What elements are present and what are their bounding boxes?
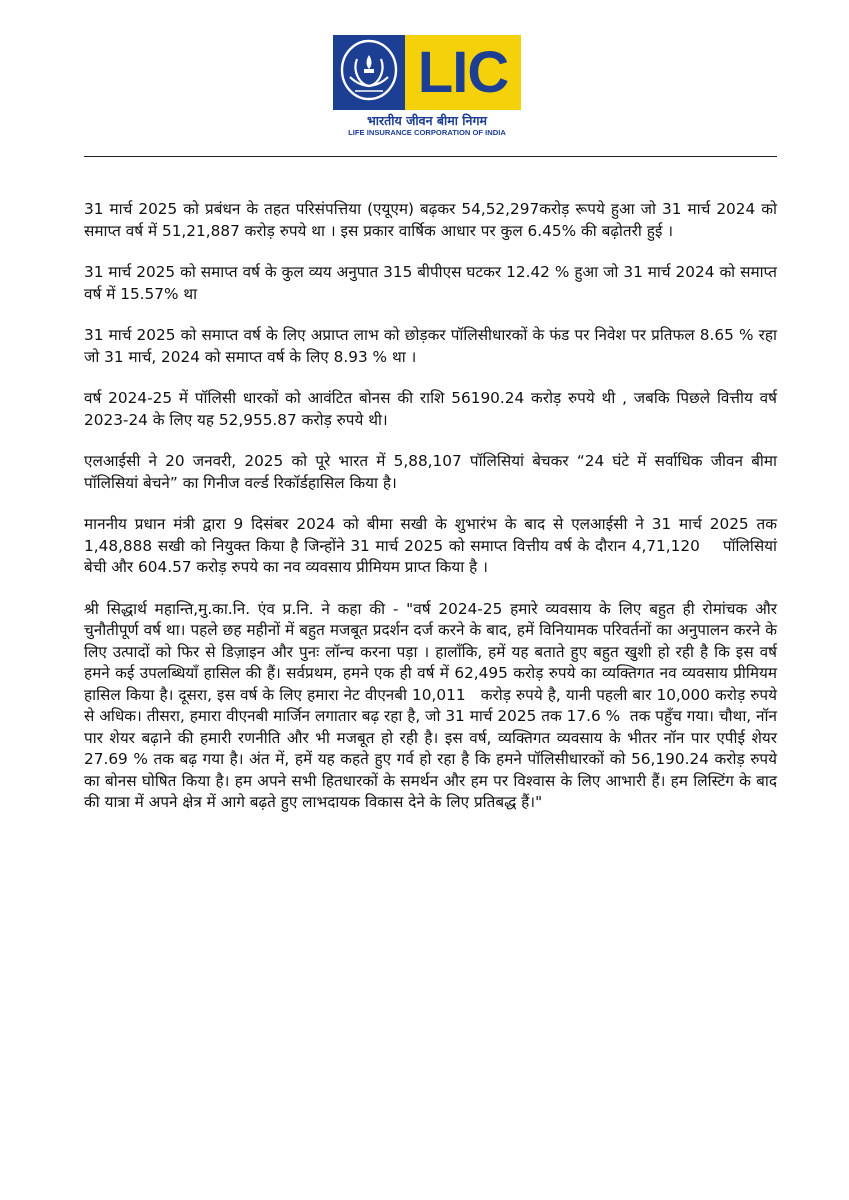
lic-hands-lamp-emblem-icon xyxy=(333,35,405,110)
lic-hindi-name: भारतीय जीवन बीमा निगम xyxy=(367,113,487,128)
header-divider xyxy=(84,156,777,157)
paragraph-bima-sakhi: माननीय प्रधान मंत्री द्वारा 9 दिसंबर 2024 को बीमा सखी के शुभारंभ के बाद से एलआईसी ने 31 मार्च 2025 तक 1,48,888 सखी को नियुक्त किया है जिन्होंने 31 मार्च 2025 को समाप्त वित्तीय वर्ष के दौरान 4,71,120 पॉलिसियां बेची और 604.57 करोड़ रुपये का नव व्यवसाय प्रीमियम प्राप्त किया है । xyxy=(84,515,797,576)
lic-english-name: LIFE INSURANCE CORPORATION OF INDIA xyxy=(348,128,506,137)
paragraph-investment-yield: 31 मार्च 2025 को समाप्त वर्ष के लिए अप्राप्त लाभ को छोड़कर पॉलिसीधारकों के फंड पर निवेश पर प्रतिफल 8.65 % रहा जो 31 मार्च, 2024 को समाप्त वर्ष के लिए 8.93 % था । xyxy=(84,326,782,366)
press-release-body xyxy=(84,199,797,834)
paragraph-guinness-record: एलआईसी ने 20 जनवरी, 2025 को पूरे भारत में 5,88,107 पॉलिसियां बेचकर “24 घंटे में सर्वाधिक जीवन बीमा पॉलिसियां बेचने” का गिनीज वर्ल्ड रिकॉर्डहासिल किया है। xyxy=(84,452,782,492)
paragraph-ceo-quote: श्री सिद्धार्थ महान्ति,मु.का.नि. एंव प्र.नि. ने कहा की - "वर्ष 2024-25 हमारे व्यवसाय के लिए बहुत ही रोमांचक और चुनौतीपूर्ण वर्ष था। पहले छह महीनों में बहुत मजबूत प्रदर्शन दर्ज करने के बाद, हमें विनियामक परिवर्तनों का अनुपालन करने के लिए उत्पादों को फिर से डिज़ाइन और पुनः लॉन्च करना पड़ा । हालाँकि, हमें यह बताते हुए बहुत खुशी हो रही है कि इस वर्ष हमने कई उपलब्धियाँ हासिल की हैं। सर्वप्रथम, हमने एक ही वर्ष में 62,495 करोड़ रुपये का व्यक्तिगत नव व्यवसाय प्रीमियम हासिल किया है। दूसरा, इस वर्ष के लिए हमारा नेट वीएनबी 10,011 करोड़ रुपये है, यानी पहली बार 10,000 करोड़ रुपये से अधिक। तीसरा, हमारा वीएनबी मार्जिन लगातार बढ़ रहा है, जो 31 मार्च 2025 तक 17.6 % तक पहुँच गया। चौथा, नॉन पार शेयर बढ़ाने की हमारी रणनीति और भी मजबूत हो रही है। इस वर्ष, व्यक्तिगत व्यवसाय के भीतर नॉन पार एपीई शेयर 27.69 % तक बढ़ गया है। अंत में, हमें यह कहते हुए गर्व हो रहा है कि हमने पॉलिसीधारकों को 56,190.24 करोड़ रुपये का बोनस घोषित किया है। हम अपने सभी हितधारकों के समर्थन और हम पर विश्वास के लिए आभारी हैं। हम लिस्टिंग के बाद की यात्रा में अपने क्षेत्र में आगे बढ़ते हुए लाभदायक विकास देने के लिए प्रतिबद्ध हैं।" xyxy=(84,599,782,811)
paragraph-aum: 31 मार्च 2025 को प्रबंधन के तहत परिसंपत्तिया (एयूएम) बढ़कर 54,52,297करोड़ रूपये हुआ जो 31 मार्च 2024 को समाप्त वर्ष में 51,21,887 करोड़ रुपये था । इस प्रकार वार्षिक आधार पर कुल 6.45% की बढ़ोतरी हुई । xyxy=(84,200,782,240)
paragraph-bonus: वर्ष 2024-25 में पॉलिसी धारकों को आवंटित बोनस की राशि 56190.24 करोड़ रुपये थी , जबकि पिछले वित्तीय वर्ष 2023-24 के लिए यह 52,955.87 करोड़ रुपये थी। xyxy=(84,389,782,429)
lic-wordmark: LIC xyxy=(405,35,521,110)
lic-logo xyxy=(333,35,521,135)
paragraph-expense-ratio: 31 मार्च 2025 को समाप्त वर्ष के कुल व्यय अनुपात 315 बीपीएस घटकर 12.42 % हुआ जो 31 मार्च 2024 को समाप्त वर्ष में 15.57% था xyxy=(84,263,782,303)
